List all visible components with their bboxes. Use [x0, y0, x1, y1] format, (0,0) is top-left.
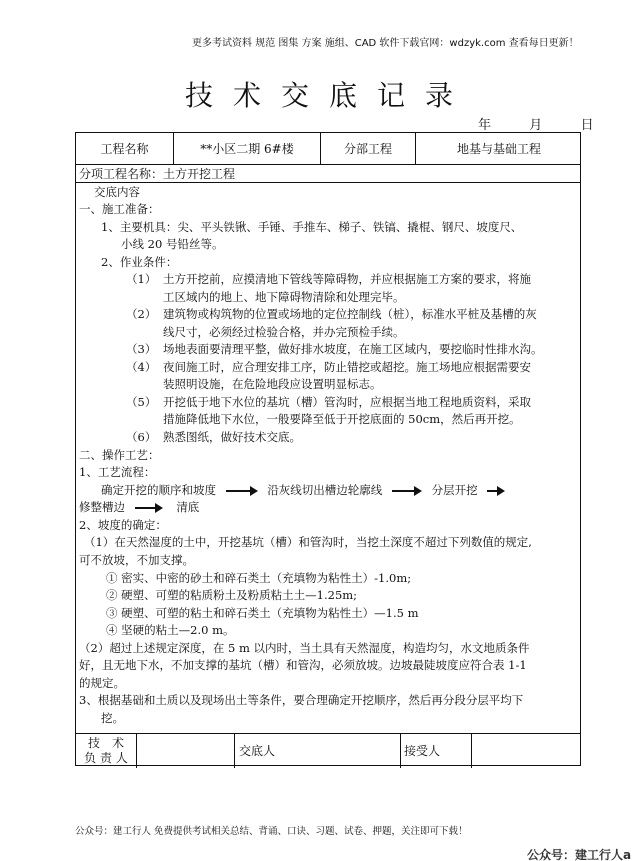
arrow-right-icon [135, 507, 161, 509]
project-name-value: **小区二期 6#楼 [200, 142, 294, 156]
cond-4-a: 夜间施工时，应合理安排工序，防止错挖或超挖。施工场地应根据需要安 [163, 360, 531, 374]
cond-1-no: （1） [126, 272, 157, 286]
receiver-signature[interactable] [472, 734, 582, 768]
cond-3-no: （3） [126, 342, 157, 356]
receiver-label: 接受人 [404, 744, 441, 758]
watermark: 公众号：建工行人a [527, 848, 632, 861]
cond-2-a: 建筑物或构筑物的位置或场地的定位控制线（桩），标准水平桩及基槽的灰 [163, 307, 537, 321]
tech-lead-signature[interactable] [137, 734, 234, 768]
slope-para-2a: （2）超过上述规定深度，在 5 m 以内时，当土具有天然湿度，构造均匀，水文地质条件 [79, 641, 530, 655]
header-download-note: 更多考试资料 规范 图集 方案 施组、CAD 软件下载官网：wdzyk.com 查看每日更新！ [192, 38, 579, 49]
division-value: 地基与基础工程 [456, 142, 541, 156]
cond-6-no: （6） [126, 430, 157, 444]
date-line [478, 114, 594, 133]
document-title: 技术交底记录 [184, 79, 473, 112]
tech-lead-label-line-1: 技 术 [87, 736, 124, 750]
signature-row [76, 733, 580, 767]
cond-6-a: 熟悉图纸，做好技术交底。 [163, 430, 301, 444]
cond-1-b: 工区域内的地上、地下障碍物清除和处理完毕。 [163, 290, 405, 304]
cond-5-a: 开挖低于地下水位的基坑（槽）管沟时，应根据当地工程地质资料，采取 [163, 395, 531, 409]
slope-para-2b: 好，且无地下水，不加支撑的基坑（槽）和管沟，必须放坡。边坡最陡坡度应符合表 1-1 [79, 658, 527, 672]
slope-heading: 2、坡度的确定： [79, 518, 167, 532]
flow-step-1: 确定开挖的顺序和坡度 [101, 483, 216, 497]
slope-para-2c: 的规定。 [79, 676, 125, 690]
slope-item-4: ④ 坚硬的粘土—2.0 m。 [106, 623, 235, 637]
cond-2-b: 线尺寸，必须经过检验合格，并办完预检手续。 [163, 325, 405, 339]
sequence-line-2: 挖。 [101, 711, 124, 725]
cond-3-a: 场地表面要清理平整，做好排水坡度，在施工区域内，要挖临时性排水沟。 [163, 342, 543, 356]
tools-line-1: 1、主要机具：尖、平头铁锹、手锤、手推车、梯子、铁镐、撬棍、钢尺、坡度尺、 [101, 220, 523, 234]
project-name-label: 工程名称 [100, 142, 149, 156]
date-year: 年 [478, 118, 492, 133]
section-operation: 二、操作工艺： [79, 448, 160, 462]
process-flow-heading: 1、工艺流程： [79, 465, 156, 479]
tools-line-2: 小线 20 号铅丝等。 [121, 237, 224, 251]
footer-promo-note: 公众号：建工行人 免费提供考试相关总结、背诵、口诀、习题、试卷、押题，关注即可下载！ [75, 826, 468, 837]
slope-item-3: ③ 硬塑、可塑的粘土和碎石类土（充填物为粘性土）—1.5 m [106, 606, 419, 620]
cond-2-no: （2） [126, 307, 157, 321]
flow-step-4: 修整槽边 [79, 500, 125, 514]
section-prep: 一、施工准备： [79, 202, 160, 216]
slope-para-1b: 可不放坡，不加支撑。 [79, 553, 194, 567]
process-flow-row-2 [79, 499, 199, 517]
content-heading: 交底内容 [94, 185, 140, 199]
cond-5-b: 措施降低地下水位，一般要降至低于开挖底面的 50cm，然后再开挖。 [163, 412, 521, 426]
tech-lead-label-line-2: 负 责 人 [84, 751, 128, 765]
sequence-line-1: 3、根据基础和土质以及现场出土等条件，要合理确定开挖顺序，然后再分段分层平均下 [79, 693, 524, 707]
flow-step-2: 沿灰线切出槽边轮廓线 [267, 483, 383, 497]
slope-item-1: ① 密实、中密的砂土和碎石类土（充填物为粘性土）-1.0m; [106, 571, 412, 585]
slope-item-2: ② 硬塑、可塑的粘质粉土及粉质粘土土—1.25m; [106, 588, 358, 602]
process-flow-row-1 [101, 482, 503, 500]
disclosure-table [75, 132, 581, 766]
slope-para-1a: （1）在天然湿度的土中，开挖基坑（槽）和管沟时，当挖土深度不超过下列数值的规定, [84, 535, 532, 549]
cond-4-no: （4） [126, 360, 157, 374]
arrow-right-icon [487, 490, 503, 492]
discloser-label: 交底人 [239, 744, 276, 758]
flow-step-5: 清底 [176, 500, 200, 514]
arrow-right-icon [392, 490, 420, 492]
cond-5-no: （5） [126, 395, 157, 409]
cond-4-b: 装照明设施，在危险地段应设置明显标志。 [163, 377, 382, 391]
project-info-row [76, 133, 580, 165]
arrow-right-icon [226, 490, 256, 492]
work-conditions: 2、作业条件： [101, 255, 178, 269]
tech-lead-label [76, 734, 136, 768]
division-label: 分部工程 [343, 142, 392, 156]
date-month: 月 [529, 118, 543, 133]
cond-1-a: 土方开挖前，应摸清地下管线等障碍物，并应根据施工方案的要求，将施 [163, 272, 531, 286]
subitem-name: 分项工程名称：土方开挖工程 [76, 165, 580, 183]
date-day: 日 [580, 118, 594, 133]
flow-step-3: 分层开挖 [431, 483, 478, 497]
